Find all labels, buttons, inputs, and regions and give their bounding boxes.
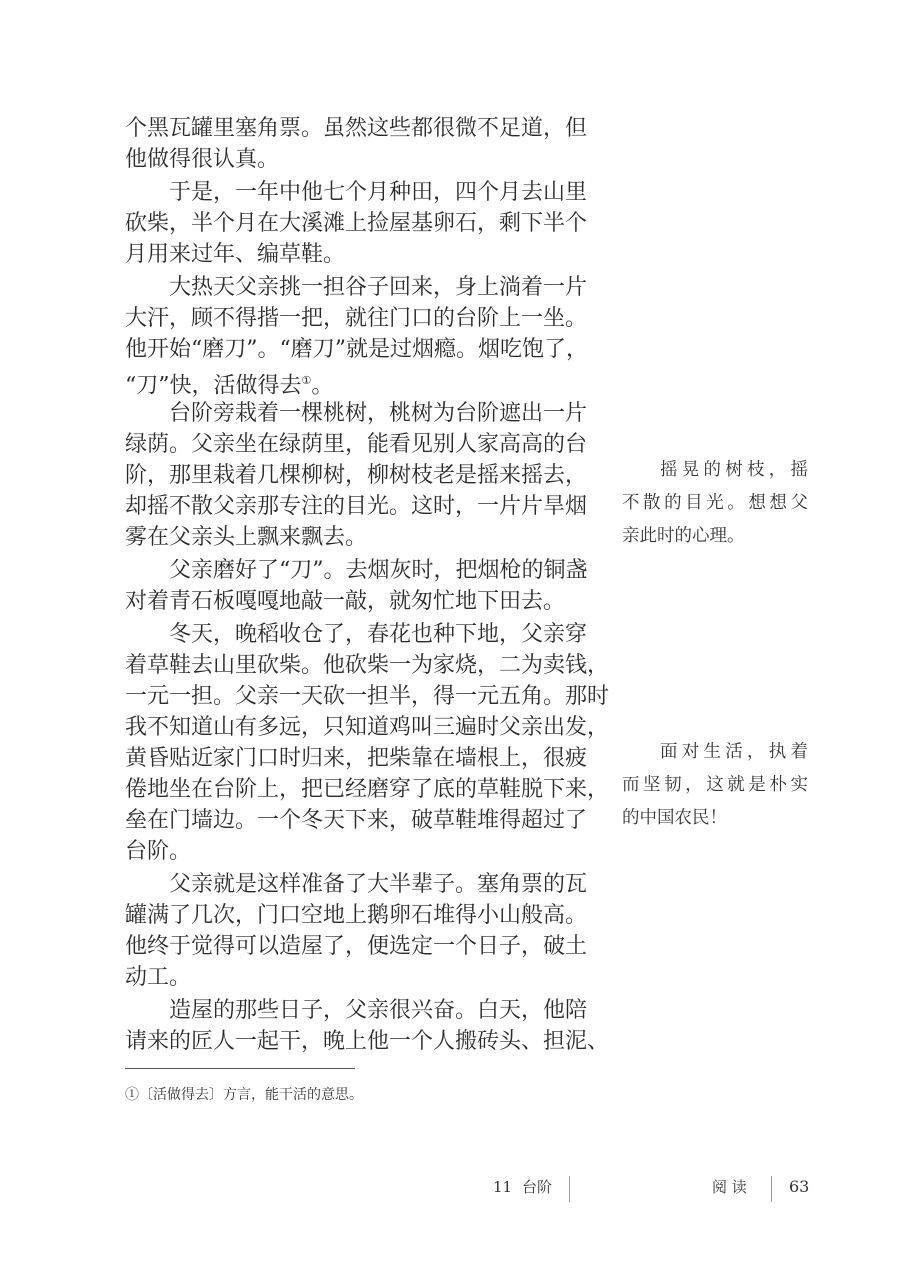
text-line: “刀”快，活做得去①。 — [125, 373, 334, 399]
text-line: 父亲磨好了“刀”。去烟灰时，把烟枪的铜盏 — [169, 558, 588, 583]
margin-note-line: 而坚韧，这就是朴实 — [622, 775, 808, 795]
paragraph — [125, 869, 588, 993]
main-text — [125, 113, 610, 1059]
text-line: 于是，一年中他七个月种田，四个月去山里 — [169, 180, 588, 205]
margin-note-2 — [622, 736, 808, 835]
margin-note-line: 不散的目光。想想父 — [622, 493, 808, 513]
text-line: 他做得很认真。 — [125, 147, 280, 172]
text-line: 砍柴，半个月在大溪滩上捡屋基卵石，剩下半个 — [125, 211, 588, 236]
text-line: 冬天，晚稻收仓了，春花也种下地，父亲穿 — [169, 622, 588, 647]
text-line: 造屋的那些日子，父亲很兴奋。白天，他陪 — [169, 998, 588, 1023]
text-line: 雾在父亲头上飘来飘去。 — [125, 525, 368, 550]
text-line: 垒在门墙边。一个冬天下来，破草鞋堆得超过了 — [125, 808, 588, 833]
text-line: 绿荫。父亲坐在绿荫里，能看见别人家高高的台 — [125, 432, 588, 457]
text-line: 黄昏贴近家门口时归来，把柴靠在墙根上，很疲 — [125, 746, 588, 771]
text-line: 着草鞋去山里砍柴。他砍柴一为家烧，二为卖钱， — [125, 653, 610, 678]
paragraph — [125, 555, 588, 617]
text-line: 他开始“磨刀”。“磨刀”就是过烟瘾。烟吃饱了， — [125, 337, 588, 362]
text-line: 倦地坐在台阶上，把已经磨穿了底的草鞋脱下来， — [125, 777, 610, 802]
paragraph — [125, 995, 610, 1057]
text-line: 父亲就是这样准备了大半辈子。塞角票的瓦 — [169, 872, 588, 897]
text-line: 大汗，顾不得揩一把，就往门口的台阶上一坐。 — [125, 306, 588, 331]
text-line: 罐满了几次，门口空地上鹅卵石堆得小山般高。 — [125, 903, 588, 928]
margin-note-line: 的中国农民！ — [622, 808, 727, 828]
paragraph — [125, 177, 588, 270]
footnote-divider — [125, 1068, 355, 1069]
text-line: 个黑瓦罐里塞角票。虽然这些都很微不足道，但 — [125, 116, 588, 141]
footer-divider — [569, 1176, 570, 1202]
margin-note-line: 摇晃的树枝，摇 — [660, 460, 808, 480]
footer-divider — [771, 1176, 772, 1202]
text-line: 台阶旁栽着一棵桃树，桃树为台阶遮出一片 — [169, 401, 588, 426]
text-line: 却摇不散父亲那专注的目光。这时，一片片旱烟 — [125, 494, 588, 519]
text-line: 一元一担。父亲一天砍一担半，得一元五角。那时 — [125, 684, 610, 709]
text-line: 动工。 — [125, 965, 192, 990]
paragraph — [125, 272, 588, 399]
footer-lesson-number: 11 — [493, 1178, 513, 1196]
text-line: 他终于觉得可以造屋了，便选定一个日子，破土 — [125, 934, 588, 959]
paragraph — [125, 398, 588, 553]
page-number: 63 — [789, 1177, 810, 1196]
text-line: 请来的匠人一起干，晚上他一个人搬砖头、担泥、 — [125, 1029, 610, 1054]
text-line: 月用来过年、编草鞋。 — [125, 242, 346, 267]
text-line: 大热天父亲挑一担谷子回来，身上淌着一片 — [169, 275, 588, 300]
text-line: 我不知道山有多远，只知道鸡叫三遍时父亲出发， — [125, 715, 610, 740]
paragraph — [125, 619, 610, 867]
margin-note-line: 亲此时的心理。 — [622, 526, 745, 546]
footer-section: 阅 读 — [712, 1178, 747, 1196]
margin-note-1 — [622, 454, 808, 553]
text-line: 阶，那里栽着几棵柳树，柳树枝老是摇来摇去， — [125, 463, 588, 488]
paragraph — [125, 113, 588, 175]
text-line: 对着青石板嘎嘎地敲一敲，就匆忙地下田去。 — [125, 589, 566, 614]
footer-lesson-title: 台阶 — [522, 1178, 553, 1196]
footnote: ①〔活做得去〕方言，能干活的意思。 — [125, 1087, 363, 1103]
text-line: 台阶。 — [125, 839, 192, 864]
margin-note-line: 面对生活，执着 — [660, 742, 808, 762]
footnote-marker: ① — [301, 374, 312, 387]
